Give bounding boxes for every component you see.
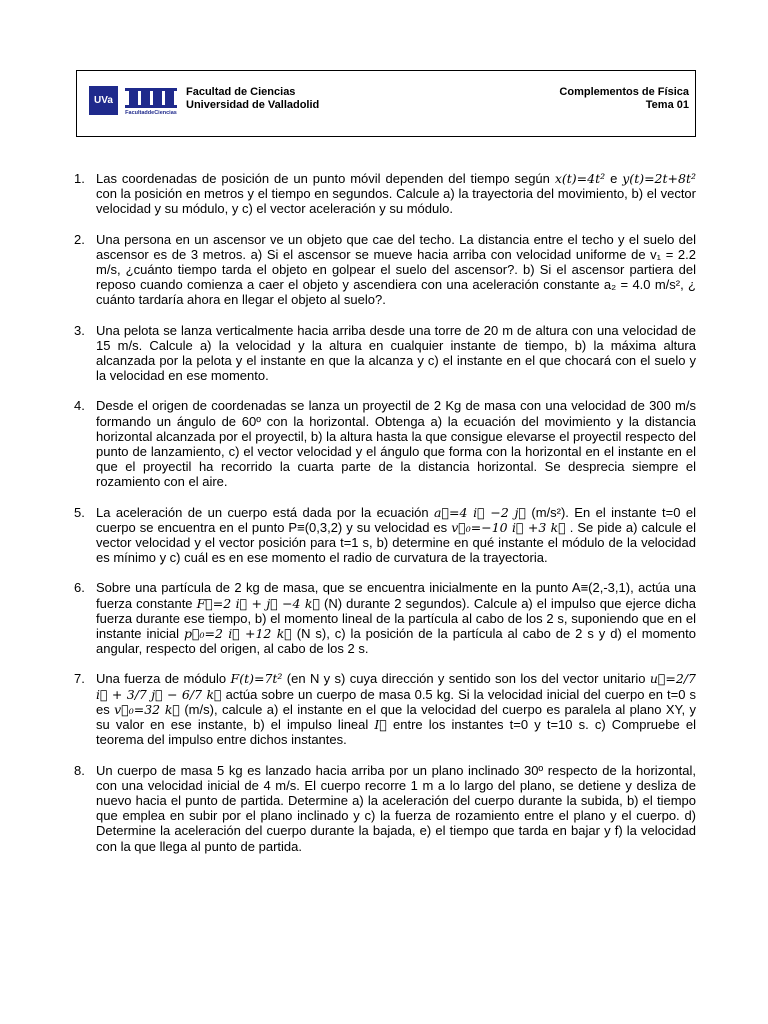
problem-text: Una persona en un ascensor ve un objeto que cae del techo. La distancia entre el techo y el suelo del ascensor es de 3 metros. a) Si el ascensor se mueve hacia arriba con velocidad uniforme de v₁ = 2.2 m/s, ¿cuánto tiempo tarda el objeto en golpear el suelo del ascensor?. b) Si el ascensor partiera del reposo cuando comienza a caer el objeto y ascendiera con una aceleración constante a₂ = 4.0 m/s², ¿ cuánto tardaría ahora en llegar el objeto al suelo?. (96, 231, 696, 308)
text-part: actúa sobre un cuerpo de masa 0.5 kg. Si la velocidad inicial del cuerpo en t=0 s es (96, 686, 696, 717)
problem-number: 2. (74, 231, 85, 247)
text-part: . Se pide a) calcule el vector velocidad y el vector posición para t=1 s, b) determine en qué instante el módulo de la velocidad es mínimo y c) cuál es en ese momento el radio de curvatura de la trayectoria. (96, 519, 696, 566)
problem-text (96, 671, 696, 747)
problem-list (74, 171, 696, 869)
equation: F⃗=2 i⃗ + j⃗ −4 k⃗ (196, 595, 320, 611)
problem-5 (74, 505, 696, 566)
text-part: entre los instantes t=0 y t=10 s. c) Compruebe el teorema del impulso entre dichos instantes. (96, 717, 696, 748)
text-part: (N s), c) la posición de la partícula al cabo de 2 s y d) el momento angular, respecto del origen, al cabo de los 2 s. (96, 626, 696, 657)
text-part: Sobre una partícula de 2 kg de masa, que se encuentra inicialmente en la punto A≡(2,-3,1), actúa una fuerza constante (96, 580, 696, 611)
uva-logo: UVa (89, 86, 118, 115)
equation: v⃗₀=32 k⃗ (114, 701, 180, 717)
problem-text (96, 505, 696, 566)
problem-number: 3. (74, 322, 85, 338)
problem-7 (74, 671, 696, 747)
problem-1 (74, 171, 696, 217)
problem-text (96, 171, 696, 217)
problem-number: 1. (74, 171, 85, 186)
course-name: Complementos de Física (559, 86, 689, 98)
equation: x(t)=4t² (554, 171, 606, 186)
problem-number: 8. (74, 762, 85, 778)
equation: y(t)=2t+8t² (622, 171, 696, 186)
faculty-name: Facultad de Ciencias (186, 86, 296, 98)
equation: p⃗₀=2 i⃗ +12 k⃗ (183, 626, 292, 642)
text-part: con la posición en metros y el tiempo en segundos. Calcule a) la trayectoria del movimiento, b) el vector velocidad y su módulo, y c) el vector aceleración y su módulo. (96, 186, 696, 217)
problem-number: 5. (74, 504, 85, 520)
problem-6 (74, 580, 696, 656)
topic-name: Tema 01 (645, 99, 689, 111)
problem-text: Una pelota se lanza verticalmente hacia arriba desde una torre de 20 m de altura con una velocidad de 15 m/s. Calcule a) la velocidad y la altura en cualquier instante de tiempo, b) la máxima altura alcanzada por la pelota y el instante en que la alcanza y c) el instante en el que chocará con el suelo y la velocidad en ese momento. (96, 322, 696, 384)
problem-number: 7. (74, 671, 85, 687)
problem-3 (74, 323, 696, 384)
text-part: (m/s), calcule a) el instante en el que la velocidad del cuerpo es paralela al plano XY, y su valor en ese instante, b) el impulso lineal (96, 701, 696, 733)
text-part: La aceleración de un cuerpo está dada por la ecuación (96, 504, 429, 520)
problem-2 (74, 232, 696, 308)
text-part: (N) durante 2 segundos). Calcule a) el impulso que ejerce dicha fuerza durante ese tiempo, b) el momento lineal de la partícula al cabo de los 2 s, suponiendo que en el instante inicial (96, 595, 696, 642)
problem-text: Desde el origen de coordenadas se lanza un proyectil de 2 Kg de masa con una velocidad de 300 m/s formando un ángulo de 60º con la horizontal. Obtenga a) la ecuación del movimiento y la distancia horizontal alcanzada por el proyectil, b) la altura hasta la que consigue elevarse el proyectil respecto del punto de lanzamiento, c) el vector velocidad y el ángulo que forma con la horizontal en el instante en el que el proyectil ha recorrido la cuarta parte de la distancia horizontal. Se desprecia siempre el rozamiento con el aire. (96, 398, 696, 490)
problem-8 (74, 763, 696, 854)
text-part: (m/s²). En el instante t=0 el cuerpo se encuentra en el punto P≡(0,3,2) y su velocidad es (96, 504, 696, 535)
equation: v⃗₀=−10 i⃗ +3 k⃗ (451, 519, 566, 535)
problem-4 (74, 398, 696, 489)
equation: u⃗=2/7 i⃗ + 3/7 j⃗ − 6/7 k⃗ (96, 671, 696, 702)
problem-text (96, 580, 696, 656)
document-header (76, 70, 696, 137)
text-part: Una fuerza de módulo (96, 671, 227, 687)
faculty-logo-caption: FacultaddeCiencias (125, 110, 177, 116)
problem-text: Un cuerpo de masa 5 kg es lanzado hacia arriba por un plano inclinado 30º respecto de la horizontal, con una velocidad inicial de 4 m/s. El cuerpo recorre 1 m a lo largo del plano, se detiene y desliza de nuevo hacia el punto de partida. Determine a) la aceleración del cuerpo durante la subida, b) el tiempo que emplea en subir por el plano inclinado y c) la fuerza de rozamiento entre el plano y el cuerpo. d) Determine la aceleración del cuerpo durante la bajada, e) el tiempo que tarda en bajar y f) la velocidad con la que llega al punto de partida. (96, 762, 696, 854)
university-name: Universidad de Valladolid (186, 99, 320, 111)
institution (186, 86, 319, 112)
equation: a⃗=4 i⃗ −2 j⃗ (434, 504, 526, 520)
course-info (559, 86, 689, 112)
equation: F(t)=7t² (230, 671, 283, 687)
text-part: (en N y s) cuya dirección y sentido son los del vector unitario (286, 671, 646, 687)
text-part: Las coordenadas de posición de un punto móvil dependen del tiempo según (96, 171, 550, 186)
text-part: e (610, 171, 618, 186)
equation: I⃗ (374, 717, 387, 733)
problem-number: 4. (74, 398, 85, 414)
problem-number: 6. (74, 580, 85, 596)
